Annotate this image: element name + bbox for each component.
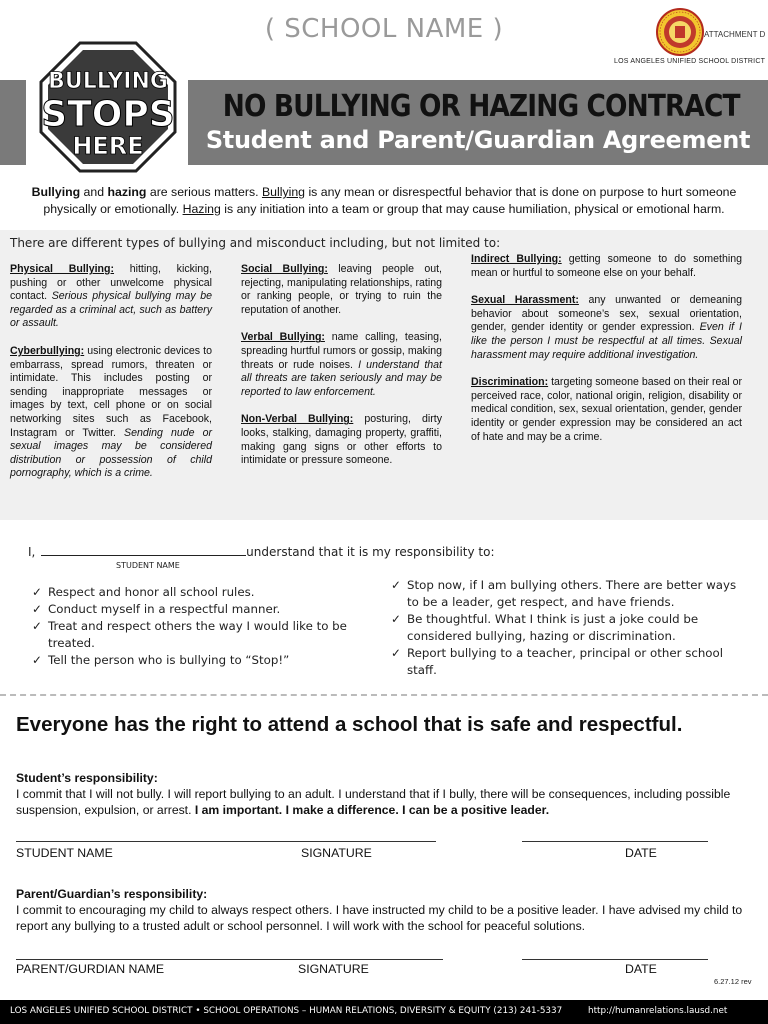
- pledge-statement: [28, 544, 495, 559]
- types-column-3: [471, 253, 742, 458]
- attachment-label: ATTACHMENT D: [704, 30, 766, 39]
- pledge-prefix: I,: [28, 545, 40, 559]
- check-icon: ✓: [32, 602, 42, 616]
- verbal-note: I understand that all threats are taken seriously and may be reported to law enforcement.: [241, 358, 442, 398]
- cut-line: [0, 694, 768, 696]
- nonverbal-bullying: [241, 413, 442, 467]
- rights-statement: Everyone has the right to attend a school that is safe and respectful.: [16, 713, 683, 736]
- check-icon: ✓: [391, 612, 401, 626]
- social-text: leaving people out, rejecting, manipulating relationships, rating or ranking people, or trying to ruin the reputation of another.: [241, 263, 442, 316]
- harassment-text: any unwanted or demeaning behavior about someone’s sex, sexual orientation, gender, gender identity or gender expression.: [471, 294, 743, 334]
- list-item: [32, 652, 362, 669]
- sexual-harassment: [471, 294, 742, 362]
- types-lead: There are different types of bullying and misconduct including, but not limited to:: [10, 236, 501, 250]
- list-item-text: Report bullying to a teacher, principal or other school staff.: [407, 646, 724, 677]
- pledge-list-right: [391, 577, 741, 679]
- discrimination: [471, 376, 742, 444]
- revision-label: 6.27.12 rev: [714, 977, 752, 986]
- intro-text-1: are serious matters.: [146, 185, 262, 199]
- list-item-text: Conduct myself in a respectful manner.: [48, 602, 281, 616]
- list-item: [32, 618, 362, 652]
- sign-word-here: HERE: [72, 132, 144, 160]
- student-signature-label: SIGNATURE: [301, 846, 372, 860]
- cyber-note: Sending nude or sexual images may be considered distribution or possession of child pornography, which is a crime.: [10, 426, 212, 480]
- harassment-note: Even if I like the person I must be respectful at all times. Sexual harassment may require additional investigation.: [471, 321, 742, 361]
- list-item-text: Treat and respect others the way I would like to be treated.: [48, 619, 347, 650]
- student-name-label: STUDENT NAME: [16, 846, 113, 860]
- sign-word-stops: STOPS: [41, 94, 175, 135]
- intro-bullying-term: Bullying: [261, 185, 306, 199]
- student-name-signature-line[interactable]: [16, 841, 436, 842]
- social-bullying: [241, 263, 442, 317]
- pledge-list-left: [32, 584, 362, 669]
- pledge-suffix: understand that it is my responsibility to:: [246, 545, 495, 559]
- check-icon: ✓: [391, 646, 401, 660]
- cyber-heading: Cyberbullying:: [10, 344, 85, 357]
- list-item-text: Be thoughtful. What I think is just a joke could be considered bullying, hazing or discrimination.: [407, 612, 699, 643]
- intro-bullying-word: Bullying: [31, 185, 81, 199]
- student-date-line[interactable]: [522, 841, 708, 842]
- intro-text-2: is any mean or disrespectful behavior that is done on purpose to hurt someone physically or emotionally.: [43, 185, 737, 216]
- footer-url-link[interactable]: http://humanrelations.lausd.net: [588, 1006, 728, 1016]
- physical-note: Serious physical bullying may be regarded as a criminal act, such as battery or assault.: [10, 290, 213, 330]
- school-name: ( SCHOOL NAME ): [264, 14, 504, 44]
- parent-resp-text: I commit to encouraging my child to always respect others. I have instructed my child to be a positive leader. I have advised my child to report any bullying to a trusted adult or school personnel. I will work with the school for peaceful solutions.: [16, 903, 743, 933]
- social-heading: Social Bullying:: [241, 263, 328, 275]
- parent-name-label: PARENT/GURDIAN NAME: [16, 962, 165, 976]
- discrimination-text: targeting someone based on their real or perceived race, color, national origin, religion, disability or medical condition, sex, sexual orientation, gender, gender identity or gender expression may be considered an act of hate and may be a crime.: [471, 376, 742, 443]
- check-icon: ✓: [391, 578, 401, 592]
- student-responsibility: [16, 770, 756, 818]
- list-item: [32, 601, 362, 618]
- parent-date-label: DATE: [625, 962, 657, 976]
- harassment-heading: Sexual Harassment:: [471, 294, 579, 307]
- district-label: LOS ANGELES UNIFIED SCHOOL DISTRICT: [614, 58, 766, 65]
- contract-title: NO BULLYING OR HAZING CONTRACT: [222, 89, 740, 124]
- types-column-2: [241, 263, 442, 482]
- sign-word-bullying: BULLYING: [48, 69, 168, 94]
- parent-resp-heading: Parent/Guardian’s responsibility:: [16, 887, 208, 901]
- verbal-bullying: [241, 331, 442, 399]
- parent-date-line[interactable]: [522, 959, 708, 960]
- student-name-caption: STUDENT NAME: [116, 561, 180, 570]
- nonverbal-heading: Non-Verbal Bullying:: [241, 413, 354, 426]
- intro-text-3: is any initiation into a team or group that may cause humiliation, physical or emotional harm.: [220, 201, 725, 216]
- indirect-text: getting someone to do something mean or hurtful to someone else on your behalf.: [471, 253, 742, 279]
- verbal-heading: Verbal Bullying:: [241, 331, 325, 344]
- intro-and: and: [80, 185, 108, 199]
- parent-responsibility: [16, 886, 756, 934]
- list-item: [391, 645, 741, 679]
- list-item-text: Tell the person who is bullying to “Stop!”: [48, 653, 290, 667]
- contract-subtitle: Student and Parent/Guardian Agreement: [205, 126, 751, 154]
- student-resp-text: I commit that I will not bully. I will report bullying to an adult. I understand that if I bully, there will be consequences, including possible suspension, expulsion, or arrest.: [16, 787, 731, 817]
- intro-hazing-term: Hazing: [182, 201, 221, 216]
- lausd-seal-icon: [656, 8, 704, 56]
- check-icon: ✓: [32, 653, 42, 667]
- cyberbullying: [10, 345, 212, 481]
- cyber-text: using electronic devices to embarrass, spread rumors, threaten or intimidate. This includes posting or sending inappropriate messages or images by text, cell phone or on social networking sites such as Facebook, Instagram or Twitter.: [10, 344, 212, 439]
- types-column-1: [10, 263, 212, 495]
- list-item: [391, 611, 741, 645]
- verbal-text: name calling, teasing, spreading hurtful rumors or gossip, making threats or rude noises.: [241, 331, 442, 371]
- footer-text: LOS ANGELES UNIFIED SCHOOL DISTRICT • SCHOOL OPERATIONS – HUMAN RELATIONS, DIVERSITY & EQUITY (213) 241-5337: [10, 1006, 563, 1016]
- intro-paragraph: [10, 184, 758, 217]
- list-item: [32, 584, 362, 601]
- physical-text: hitting, kicking, pushing or other unwelcome physical contact.: [10, 263, 212, 303]
- discrimination-heading: Discrimination:: [471, 376, 549, 389]
- check-icon: ✓: [32, 619, 42, 633]
- nonverbal-text: posturing, dirty looks, stalking, damaging property, graffiti, making gang signs or other efforts to intimidate or pressure someone.: [241, 413, 442, 467]
- list-item-text: Respect and honor all school rules.: [48, 585, 255, 599]
- indirect-bullying: [471, 253, 742, 280]
- indirect-heading: Indirect Bullying:: [471, 253, 562, 265]
- student-resp-bold: I am important. I make a difference. I can be a positive leader.: [194, 803, 550, 817]
- physical-heading: Physical Bullying:: [10, 263, 115, 275]
- stop-sign-icon: [38, 40, 178, 174]
- list-item: [391, 577, 741, 611]
- list-item-text: Stop now, if I am bullying others. There are better ways to be a leader, get respect, and have friends.: [407, 578, 737, 609]
- header-band-left: [0, 80, 26, 165]
- check-icon: ✓: [32, 585, 42, 599]
- student-date-label: DATE: [625, 846, 657, 860]
- physical-bullying: [10, 263, 212, 331]
- student-name-blank[interactable]: [41, 544, 246, 556]
- parent-signature-label: SIGNATURE: [298, 962, 369, 976]
- student-resp-body: [16, 786, 756, 818]
- intro-hazing-word: hazing: [107, 185, 147, 199]
- parent-name-signature-line[interactable]: [16, 959, 443, 960]
- student-resp-heading: Student’s responsibility:: [16, 771, 158, 785]
